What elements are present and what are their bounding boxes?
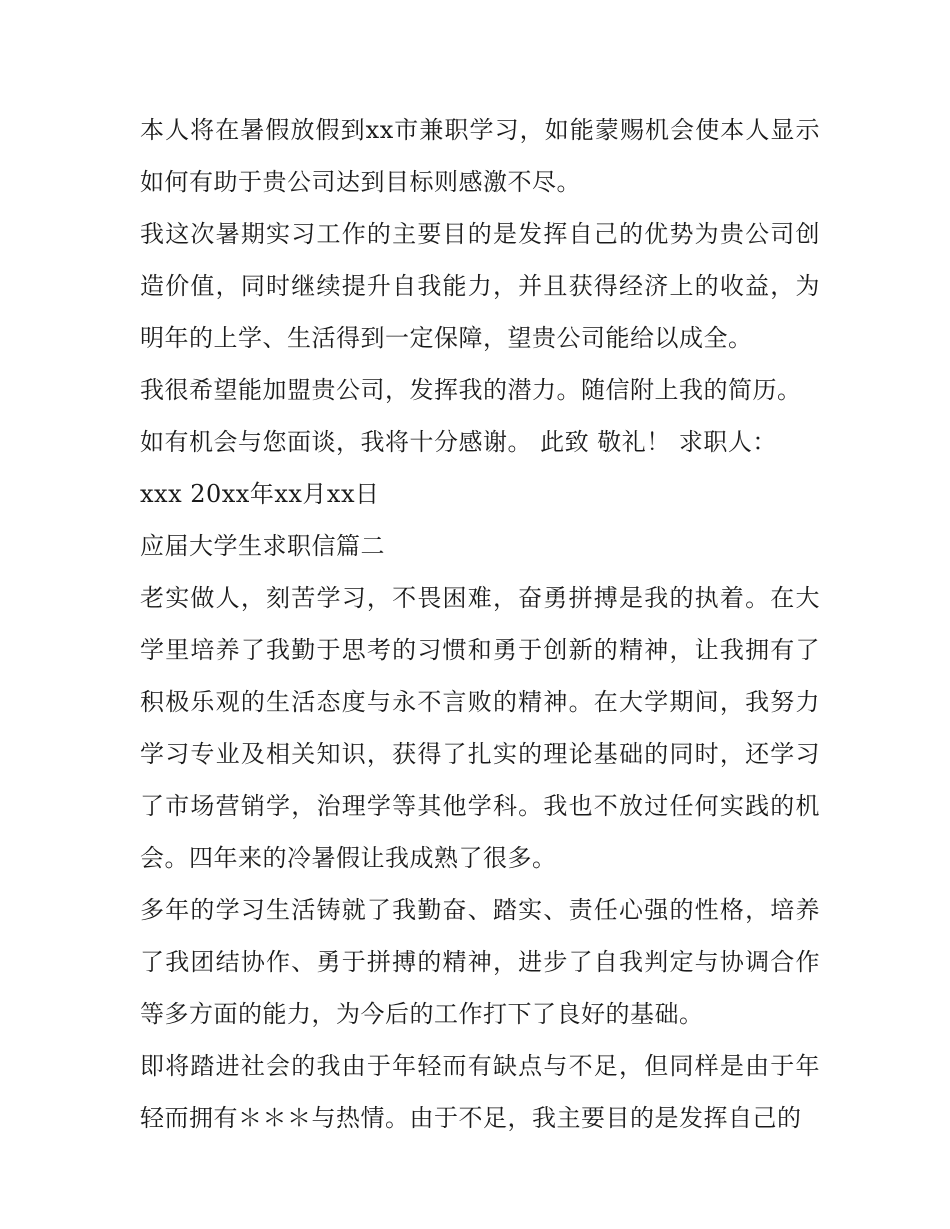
paragraph-closing: 如有机会与您面谈，我将十分感谢。 此致 敬礼！ 求职人： — [140, 428, 777, 456]
paragraph-intro: 本人将在暑假放假到xx市兼职学习，如能蒙赐机会使本人显示如何有助于贵公司达到目标则感激不尽。 — [140, 116, 820, 196]
paragraph-internship-purpose: 我这次暑期实习工作的主要目的是发挥自己的优势为贵公司创造价值，同时继续提升自我能力，并且获得经济上的收益，为明年的上学、生活得到一定保障，望贵公司能给以成全。 — [140, 220, 820, 352]
paragraph-university-life: 老实做人，刻苦学习，不畏困难，奋勇拼搏是我的执着。在大学里培养了我勤于思考的习惯和勇于创新的精神，让我拥有了积极乐观的生活态度与永不言败的精神。在大学期间，我努力学习专业及相关知识，获得了扎实的理论基础的同时，还学习了市场营销学，治理学等其他学科。我也不放过任何实践的机会。四年来的冷暑假让我成熟了很多。 — [140, 584, 820, 872]
document-body — [140, 104, 820, 1144]
paragraph-signature-date: xxx 20xx年xx月xx日 — [140, 480, 380, 508]
paragraph-join-company: 我很希望能加盟贵公司，发挥我的潜力。随信附上我的简历。 — [140, 376, 802, 404]
paragraph-entering-society: 即将踏进社会的我由于年轻而有缺点与不足，但同样是由于年轻而拥有＊＊＊与热情。由于不足，我主要目的是发挥自己的 — [140, 1052, 820, 1132]
section-heading: 应届大学生求职信篇二 — [140, 532, 385, 560]
paragraph-character: 多年的学习生活铸就了我勤奋、踏实、责任心强的性格，培养了我团结协作、勇于拼搏的精神，进步了自我判定与协调合作等多方面的能力，为今后的工作打下了良好的基础。 — [140, 896, 820, 1028]
